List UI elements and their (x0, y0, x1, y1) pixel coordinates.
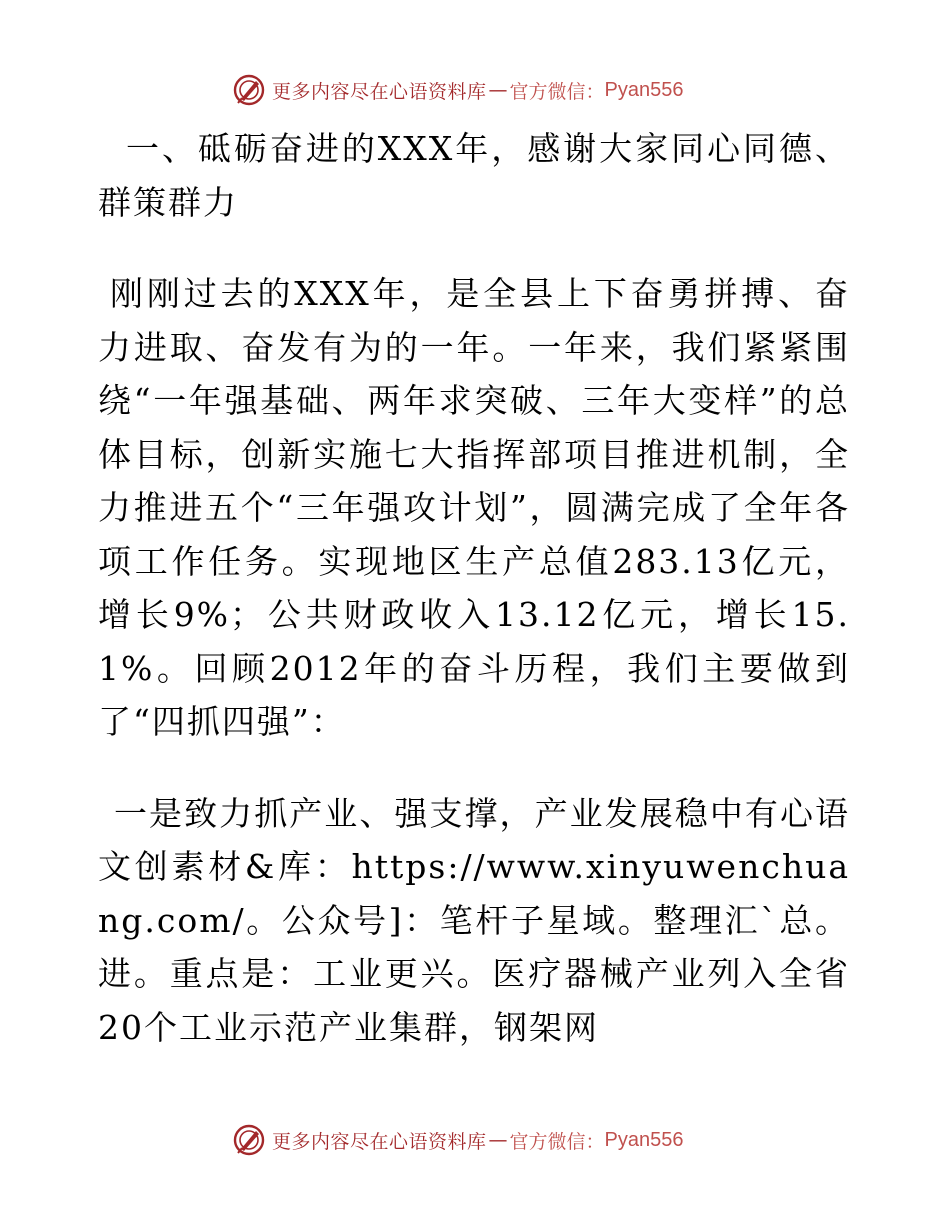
footer-watermark (232, 1120, 684, 1160)
watermark-text: 更多内容尽在心语资料库 (272, 80, 487, 103)
watermark-wechat-id: Pyan556 (604, 78, 684, 101)
watermark-text: 更多内容尽在心语资料库 (272, 1130, 487, 1153)
quill-logo-icon (232, 1123, 266, 1157)
watermark-dash: — (488, 79, 508, 101)
watermark-wechat-label: 官方微信： (509, 1130, 605, 1153)
quill-logo-icon (232, 73, 266, 107)
document-body (98, 122, 850, 1054)
header-watermark (232, 70, 684, 110)
watermark-dash: — (488, 1129, 508, 1151)
paragraph-review: 刚刚过去的XXX年，是全县上下奋勇拼搏、奋力进取、奋发有为的一年。一年来，我们紧紧围绕“一年强基础、两年求突破、三年大变样”的总体目标，创新实施七大指挥部项目推进机制，全力推进五个“三年强攻计划”，圆满完成了全年各项工作任务。实现地区生产总值283.13亿元，增长9%；公共财政收入13.12亿元，增长15.1%。回顾2012年的奋斗历程，我们主要做到了“四抓四强”： (98, 274, 850, 741)
paragraph-industry: 一是致力抓产业、强支撑，产业发展稳中有心语文创素材&库：https://www.xinyuwenchuang.com/。公众号]：笔杆子星域。整理汇`总。进。重点是：工业更兴。医疗器械产业列入全省20个工业示范产业集群，钢架网 (98, 793, 850, 1047)
watermark-wechat-id: Pyan556 (604, 1128, 684, 1151)
section-heading: 一、砥砺奋进的XXX年，感谢大家同心同德、群策群力 (98, 129, 850, 222)
watermark-wechat-label: 官方微信： (509, 80, 605, 103)
